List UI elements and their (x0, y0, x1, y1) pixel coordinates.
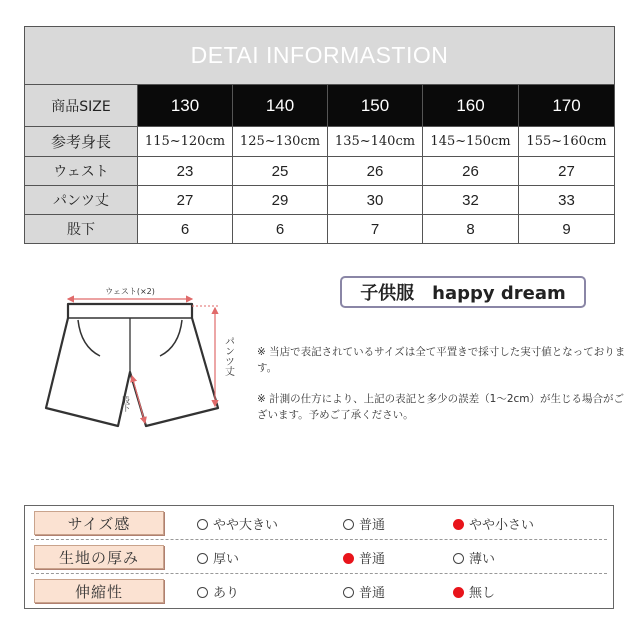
rating-label: 伸縮性 (34, 579, 164, 603)
size-140: 140 (233, 85, 328, 127)
row-label: 参考身長 (25, 127, 138, 157)
circle-mark-icon (343, 519, 354, 530)
rating-row-thickness (25, 540, 613, 574)
shorts-outline (46, 304, 218, 426)
circle-mark-icon (343, 587, 354, 598)
table-cell: 155~160cm (519, 127, 615, 157)
option-label: 薄い (469, 552, 496, 567)
rating-option (343, 514, 385, 533)
option-label: 厚い (213, 552, 240, 567)
rating-option (197, 514, 278, 533)
table-cell: 115~120cm (138, 127, 233, 157)
table-cell: 29 (233, 186, 328, 215)
row-label: 股下 (25, 215, 138, 244)
option-label: 普通 (359, 518, 386, 533)
rating-label: サイズ感 (34, 511, 164, 535)
size-170: 170 (519, 85, 615, 127)
size-table (24, 26, 615, 244)
rating-option (343, 548, 385, 567)
table-cell: 23 (138, 157, 233, 186)
length-label: パンツ丈 (222, 336, 234, 376)
table-row (25, 127, 615, 157)
table-cell: 26 (328, 157, 423, 186)
rating-row-size (25, 506, 613, 540)
option-label: 普通 (359, 552, 386, 567)
row-label: パンツ丈 (25, 186, 138, 215)
circle-mark-icon (197, 519, 208, 530)
option-label: 無し (469, 586, 496, 601)
rating-option (453, 548, 495, 567)
table-cell: 9 (519, 215, 615, 244)
table-cell: 33 (519, 186, 615, 215)
option-label: あり (213, 586, 240, 601)
table-row (25, 215, 615, 244)
rating-option (453, 514, 534, 533)
table-cell: 8 (423, 215, 519, 244)
table-cell: 27 (519, 157, 615, 186)
rating-option (197, 548, 239, 567)
option-label: やや大きい (213, 518, 279, 533)
rating-row-stretch (25, 574, 613, 608)
table-row (25, 157, 615, 186)
table-cell: 25 (233, 157, 328, 186)
table-cell: 125~130cm (233, 127, 328, 157)
header-row (25, 85, 615, 127)
circle-mark-icon (343, 553, 354, 564)
measurement-note: ※ 当店で表記されているサイズは全て平置きで採寸した実寸値となっております。 (257, 346, 626, 374)
waist-label: ウェスト(×2) (105, 287, 155, 296)
table-cell: 135~140cm (328, 127, 423, 157)
shorts-measurement-diagram (22, 280, 252, 440)
rating-option (453, 582, 495, 601)
circle-mark-icon (453, 519, 464, 530)
table-cell: 7 (328, 215, 423, 244)
table-cell: 26 (423, 157, 519, 186)
circle-mark-icon (197, 587, 208, 598)
option-label: やや小さい (469, 518, 535, 533)
tolerance-note: ※ 計測の仕方により、上記の表記と多少の誤差（1～2cm）が生じる場合がございます。予めご了承ください。 (257, 393, 624, 421)
row-label: ウェスト (25, 157, 138, 186)
table-title: DETAI INFORMASTION (25, 27, 615, 85)
size-130: 130 (138, 85, 233, 127)
brand-badge (340, 276, 586, 308)
inseam-label: 股下 (121, 396, 131, 412)
brand-text: 子供服 happy dream (360, 283, 566, 304)
table-cell: 6 (233, 215, 328, 244)
rating-option (197, 582, 239, 601)
circle-mark-icon (453, 587, 464, 598)
rating-option (343, 582, 385, 601)
size-150: 150 (328, 85, 423, 127)
table-cell: 145~150cm (423, 127, 519, 157)
size-160: 160 (423, 85, 519, 127)
circle-mark-icon (453, 553, 464, 564)
rating-label: 生地の厚み (34, 545, 164, 569)
option-label: 普通 (359, 586, 386, 601)
table-cell: 30 (328, 186, 423, 215)
table-row (25, 186, 615, 215)
table-cell: 32 (423, 186, 519, 215)
table-cell: 6 (138, 215, 233, 244)
table-cell: 27 (138, 186, 233, 215)
circle-mark-icon (197, 553, 208, 564)
fit-rating-panel (24, 505, 614, 609)
header-label: 商品SIZE (25, 85, 138, 127)
